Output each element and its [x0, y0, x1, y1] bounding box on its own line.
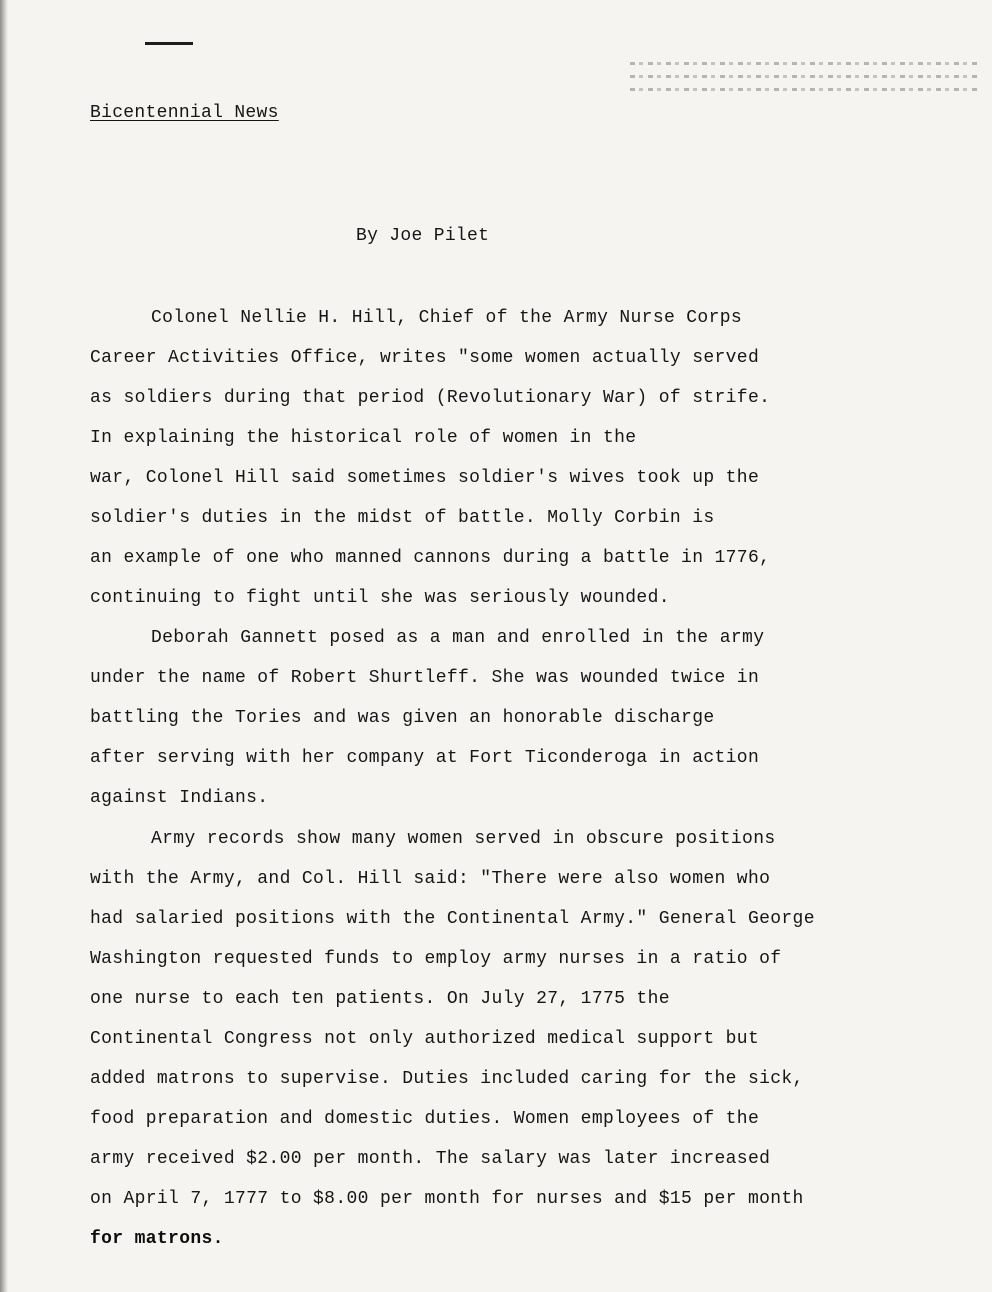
text-line: Washington requested funds to employ army nurses in a ratio of	[90, 949, 782, 969]
text-line: on April 7, 1777 to $8.00 per month for nurses and $15 per month	[90, 1189, 804, 1209]
text-line: Continental Congress not only authorized medical support but	[90, 1029, 760, 1049]
text-line: as soldiers during that period (Revolutionary War) of strife.	[90, 388, 771, 408]
text-line: after serving with her company at Fort Ticonderoga in action	[90, 748, 760, 768]
text-line: added matrons to supervise. Duties included caring for the sick,	[90, 1069, 804, 1089]
text-line: In explaining the historical role of women in the	[90, 428, 637, 448]
text-line: war, Colonel Hill said sometimes soldier's wives took up the	[90, 468, 760, 488]
text-line: Colonel Nellie H. Hill, Chief of the Army Nurse Corps	[151, 308, 743, 328]
text-line: had salaried positions with the Continental Army." General George	[90, 909, 815, 929]
text-line: battling the Tories and was given an honorable discharge	[90, 708, 715, 728]
text-line: an example of one who manned cannons during a battle in 1776,	[90, 548, 771, 568]
text-line: against Indians.	[90, 788, 269, 808]
text-line: one nurse to each ten patients. On July 27, 1775 the	[90, 989, 670, 1009]
document-header: Bicentennial News	[90, 103, 279, 123]
byline: By Joe Pilet	[356, 226, 490, 246]
text-line: for matrons.	[90, 1229, 224, 1249]
text-line: soldier's duties in the midst of battle. Molly Corbin is	[90, 508, 715, 528]
text-line: food preparation and domestic duties. Women employees of the	[90, 1109, 760, 1129]
text-line: with the Army, and Col. Hill said: "There were also women who	[90, 869, 771, 889]
text-line: under the name of Robert Shurtleff. She was wounded twice in	[90, 668, 760, 688]
text-line: army received $2.00 per month. The salary was later increased	[90, 1149, 771, 1169]
text-line: Deborah Gannett posed as a man and enrolled in the army	[151, 628, 765, 648]
text-line: Army records show many women served in obscure positions	[151, 829, 776, 849]
text-line: continuing to fight until she was seriously wounded.	[90, 588, 670, 608]
text-line: Career Activities Office, writes "some women actually served	[90, 348, 760, 368]
